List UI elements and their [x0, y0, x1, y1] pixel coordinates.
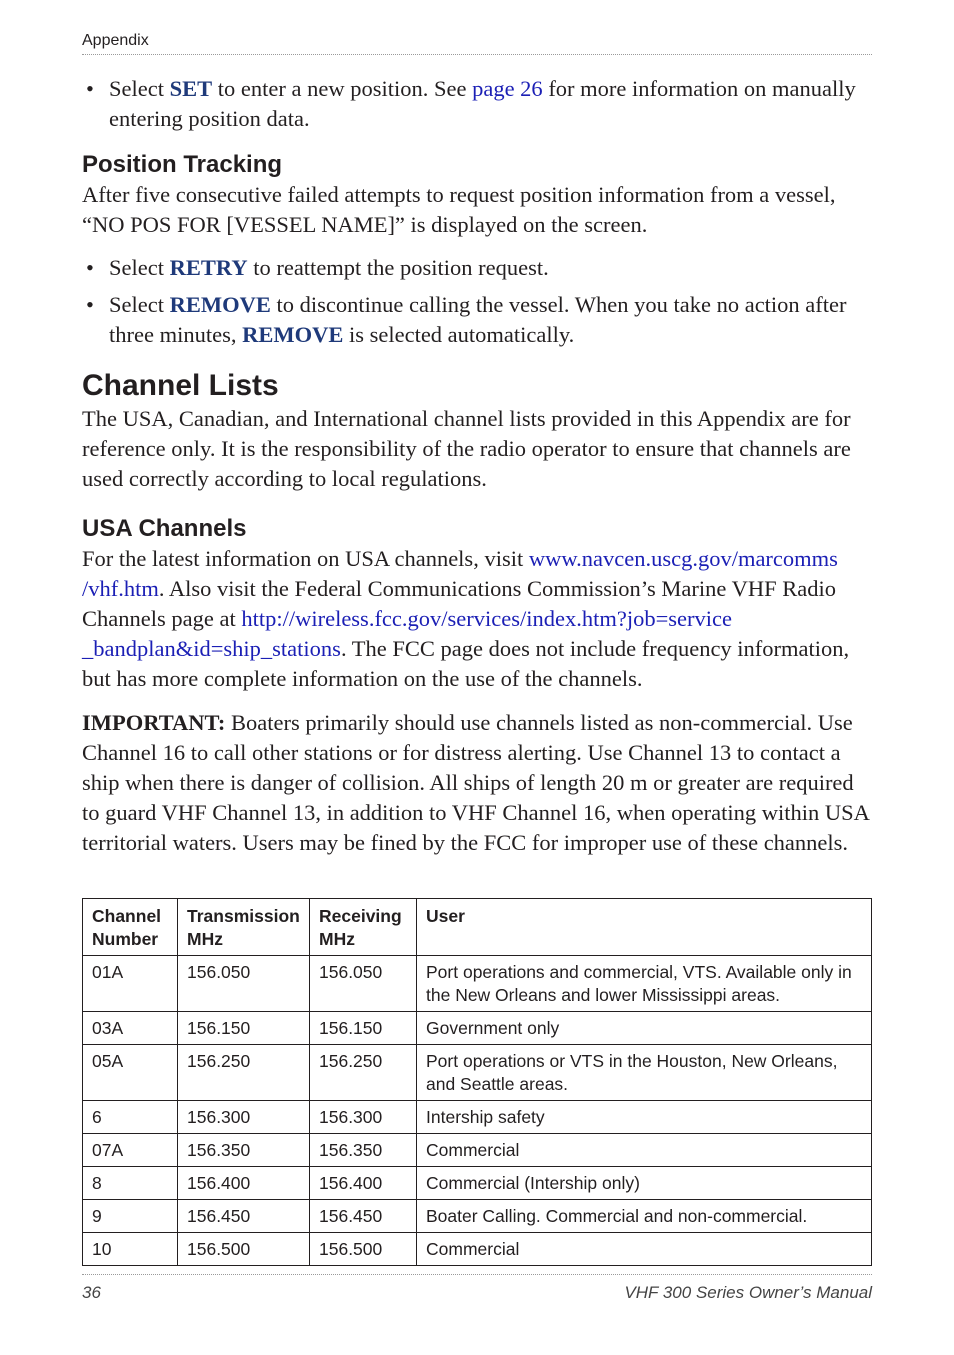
cell-channel: 07A [83, 1134, 178, 1167]
column-header-receiving: Receiving MHz [310, 899, 417, 956]
cell-user: Government only [417, 1012, 872, 1045]
position-tracking-bullets [82, 253, 872, 350]
table-row [83, 1134, 872, 1167]
cell-user: Commercial [417, 1233, 872, 1266]
position-tracking-paragraph: After five consecutive failed attempts to request position information from a vessel, “NO POS FOR [VESSEL NAME]” is displayed on the screen. [82, 182, 836, 237]
important-note [82, 708, 872, 858]
navcen-link[interactable]: www.navcen.uscg.gov/marcomms /vhf.htm [82, 546, 838, 601]
bullet-text: Select [109, 76, 170, 101]
cell-transmission: 156.500 [178, 1233, 310, 1266]
cell-user: Commercial (Intership only) [417, 1167, 872, 1200]
remove-keyword: REMOVE [169, 292, 271, 317]
set-bullet [82, 74, 872, 134]
channel-lists-paragraph: The USA, Canadian, and International channel lists provided in this Appendix are for reference only. It is the responsibility of the radio operator to ensure that channels are used correctly according to local regulations. [82, 406, 851, 491]
bullet-text: Select [109, 292, 170, 317]
set-keyword: SET [169, 76, 213, 101]
footer-divider [82, 1274, 872, 1275]
table-row [83, 1012, 872, 1045]
cell-transmission: 156.250 [178, 1045, 310, 1101]
cell-channel: 9 [83, 1200, 178, 1233]
header-divider [82, 54, 872, 55]
cell-user: Boater Calling. Commercial and non-commercial. [417, 1200, 872, 1233]
table-row [83, 1045, 872, 1101]
cell-channel: 10 [83, 1233, 178, 1266]
cell-channel: 8 [83, 1167, 178, 1200]
table-row [83, 1101, 872, 1134]
remove-bullet [82, 290, 872, 350]
bullet-text: to enter a new position. See [212, 76, 473, 101]
remove-keyword: REMOVE [242, 322, 344, 347]
position-tracking-heading: Position Tracking [82, 151, 283, 178]
table-row [83, 956, 872, 1012]
channel-lists-heading: Channel Lists [82, 369, 279, 402]
cell-transmission: 156.450 [178, 1200, 310, 1233]
cell-receiving: 156.250 [310, 1045, 417, 1101]
cell-channel: 05A [83, 1045, 178, 1101]
retry-keyword: RETRY [169, 255, 248, 280]
set-bullet-list [82, 74, 872, 134]
usa-channels-paragraph [82, 544, 872, 694]
table-row [83, 1200, 872, 1233]
cell-channel: 6 [83, 1101, 178, 1134]
cell-transmission: 156.150 [178, 1012, 310, 1045]
page-body [82, 74, 872, 858]
usa-channels-table [82, 898, 872, 1266]
cell-user: Intership safety [417, 1101, 872, 1134]
cell-receiving: 156.150 [310, 1012, 417, 1045]
cell-receiving: 156.400 [310, 1167, 417, 1200]
cell-user: Port operations or VTS in the Houston, New Orleans, and Seattle areas. [417, 1045, 872, 1101]
manual-title: VHF 300 Series Owner’s Manual [624, 1283, 872, 1302]
cell-transmission: 156.050 [178, 956, 310, 1012]
paragraph-text: . The FCC page does not include frequency information, but has more complete information on the use of the channels. [82, 636, 850, 691]
column-header-transmission: Transmission MHz [178, 899, 310, 956]
retry-bullet [82, 253, 872, 283]
bullet-text: to discontinue calling the vessel. When you take no action after three minutes, [109, 292, 847, 347]
bullet-text: for more information on manually entering position data. [109, 76, 856, 131]
table-header-row [83, 899, 872, 956]
column-header-channel-number: Channel Number [83, 899, 178, 956]
page-number: 36 [82, 1283, 101, 1302]
important-label: IMPORTANT: [82, 710, 226, 735]
table-row [83, 1233, 872, 1266]
cell-user: Commercial [417, 1134, 872, 1167]
table-row [83, 1167, 872, 1200]
column-header-user: User [417, 899, 872, 956]
bullet-text: to reattempt the position request. [247, 255, 549, 280]
cell-receiving: 156.500 [310, 1233, 417, 1266]
cell-transmission: 156.350 [178, 1134, 310, 1167]
usa-channels-heading: USA Channels [82, 515, 247, 542]
cell-user: Port operations and commercial, VTS. Available only in the New Orleans and lower Mississippi areas. [417, 956, 872, 1012]
cell-receiving: 156.050 [310, 956, 417, 1012]
important-text: Boaters primarily should use channels listed as non-commercial. Use Channel 16 to call other stations or for distress alerting. Use Channel 13 to contact a ship when there is danger of collision. All ships of length 20 m or greater are required to guard VHF Channel 13, in addition to VHF Channel 16, when operating within USA territorial waters. Users may be fined by the FCC for improper use of these channels. [82, 710, 869, 855]
page-26-link[interactable]: page 26 [472, 76, 543, 101]
paragraph-text: . Also visit the Federal Communications Commission’s Marine VHF Radio Channels page at [82, 576, 836, 631]
running-header: Appendix [82, 32, 149, 49]
cell-transmission: 156.400 [178, 1167, 310, 1200]
cell-receiving: 156.450 [310, 1200, 417, 1233]
fcc-link[interactable]: http://wireless.fcc.gov/services/index.htm?job=service _bandplan&id=ship_stations [82, 606, 732, 661]
bullet-text: is selected automatically. [343, 322, 575, 347]
cell-receiving: 156.300 [310, 1101, 417, 1134]
bullet-text: Select [109, 255, 170, 280]
cell-receiving: 156.350 [310, 1134, 417, 1167]
cell-transmission: 156.300 [178, 1101, 310, 1134]
paragraph-text: For the latest information on USA channels, visit [82, 546, 529, 571]
cell-channel: 03A [83, 1012, 178, 1045]
cell-channel: 01A [83, 956, 178, 1012]
